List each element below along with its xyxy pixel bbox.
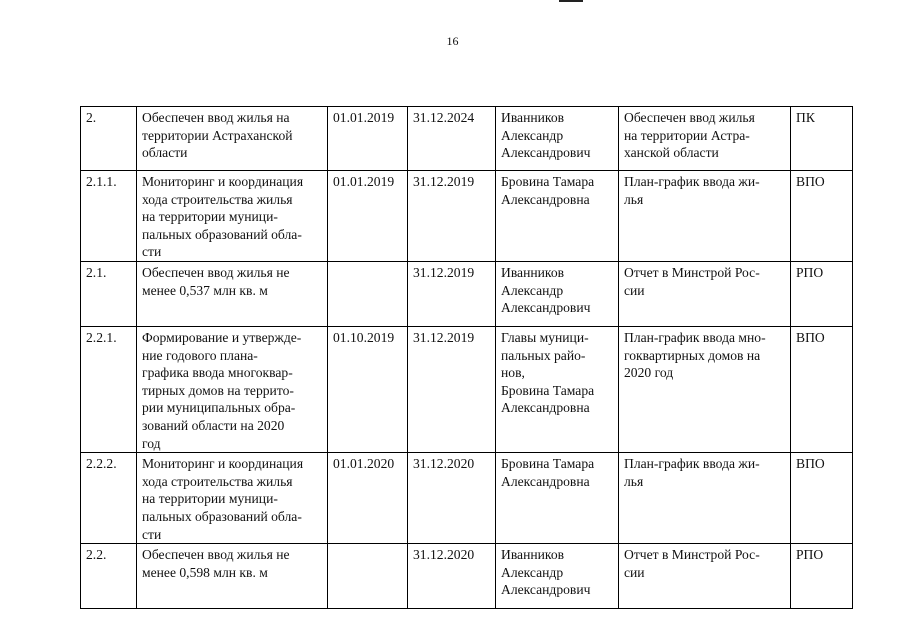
- item-type: ВПО: [791, 326, 853, 452]
- expected-result: Отчет в Минстрой Рос- сии: [619, 261, 791, 326]
- expected-result: Отчет в Минстрой Рос- сии: [619, 544, 791, 609]
- plan-table: [80, 106, 853, 609]
- start-date: [328, 544, 408, 609]
- item-type: ВПО: [791, 453, 853, 544]
- item-type: РПО: [791, 261, 853, 326]
- responsible-person: Бровина Тамара Александровна: [496, 171, 619, 262]
- item-type: ВПО: [791, 171, 853, 262]
- expected-result: План-график ввода жи- лья: [619, 453, 791, 544]
- end-date: 31.12.2019: [408, 326, 496, 452]
- table-row: [81, 453, 853, 544]
- end-date: 31.12.2019: [408, 171, 496, 262]
- item-number: 2.2.: [81, 544, 137, 609]
- item-type: РПО: [791, 544, 853, 609]
- table-row: [81, 261, 853, 326]
- expected-result: План-график ввода мно- гоквартирных домов на 2020 год: [619, 326, 791, 452]
- expected-result: Обеспечен ввод жилья на территории Астра- ханской области: [619, 107, 791, 171]
- start-date: 01.01.2020: [328, 453, 408, 544]
- table-row: [81, 107, 853, 171]
- expected-result: План-график ввода жи- лья: [619, 171, 791, 262]
- item-number: 2.2.2.: [81, 453, 137, 544]
- start-date: 01.01.2019: [328, 107, 408, 171]
- start-date: 01.10.2019: [328, 326, 408, 452]
- item-name: Обеспечен ввод жилья не менее 0,537 млн кв. м: [137, 261, 328, 326]
- responsible-person: Иванников Александр Александрович: [496, 544, 619, 609]
- responsible-person: Главы муници- пальных райо- нов, Бровина Тамара Александровна: [496, 326, 619, 452]
- table-row: [81, 171, 853, 262]
- start-date: 01.01.2019: [328, 171, 408, 262]
- item-number: 2.1.: [81, 261, 137, 326]
- item-number: 2.1.1.: [81, 171, 137, 262]
- item-name: Обеспечен ввод жилья не менее 0,598 млн кв. м: [137, 544, 328, 609]
- start-date: [328, 261, 408, 326]
- responsible-person: Иванников Александр Александрович: [496, 107, 619, 171]
- end-date: 31.12.2019: [408, 261, 496, 326]
- scan-mark: [559, 0, 583, 2]
- item-name: Обеспечен ввод жилья на территории Астраханской области: [137, 107, 328, 171]
- item-type: ПК: [791, 107, 853, 171]
- item-number: 2.: [81, 107, 137, 171]
- item-name: Мониторинг и координация хода строительства жилья на территории муници- пальных образований обла- сти: [137, 453, 328, 544]
- responsible-person: Бровина Тамара Александровна: [496, 453, 619, 544]
- end-date: 31.12.2020: [408, 544, 496, 609]
- table-row: [81, 544, 853, 609]
- item-number: 2.2.1.: [81, 326, 137, 452]
- end-date: 31.12.2024: [408, 107, 496, 171]
- item-name: Формирование и утвержде- ние годового плана- графика ввода многоквар- тирных домов на террито- рии муниципальных обра- зований области на 2020 год: [137, 326, 328, 452]
- end-date: 31.12.2020: [408, 453, 496, 544]
- table-row: [81, 326, 853, 452]
- item-name: Мониторинг и координация хода строительства жилья на территории муници- пальных образований обла- сти: [137, 171, 328, 262]
- page-number: 16: [446, 34, 459, 48]
- responsible-person: Иванников Александр Александрович: [496, 261, 619, 326]
